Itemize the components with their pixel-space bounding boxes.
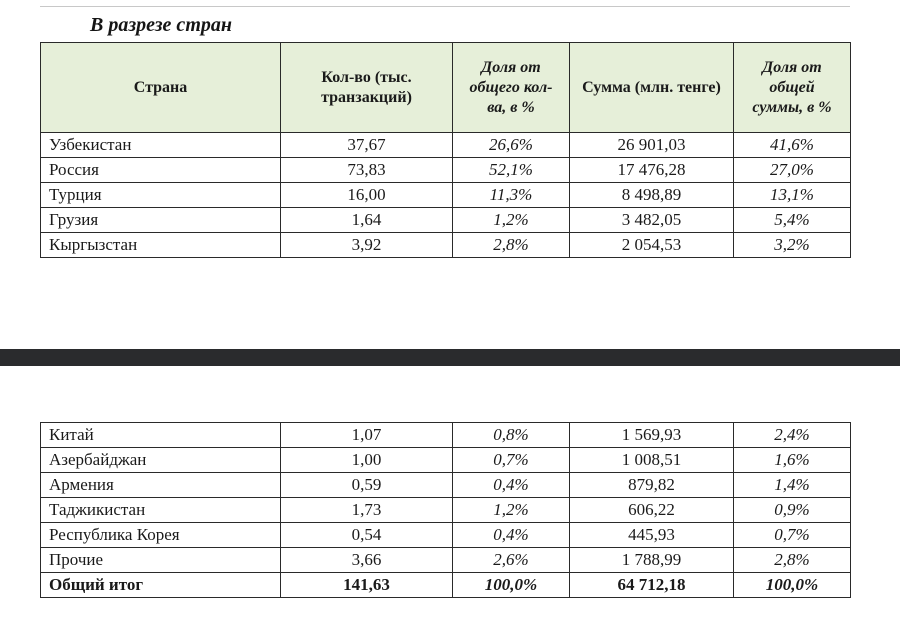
- cell-count-share: 26,6%: [453, 133, 570, 158]
- cell-count: 73,83: [281, 158, 453, 183]
- cell-amount: 8 498,89: [570, 183, 734, 208]
- cell-count: 0,59: [281, 473, 453, 498]
- cell-amount-share: 41,6%: [734, 133, 851, 158]
- table-row: [41, 423, 851, 448]
- table-row: [41, 498, 851, 523]
- header-amount: Сумма (млн. тенге): [570, 43, 734, 133]
- cell-amount: 3 482,05: [570, 208, 734, 233]
- country-table-bottom: [40, 422, 851, 598]
- cell-count: 1,73: [281, 498, 453, 523]
- cell-amount: 2 054,53: [570, 233, 734, 258]
- cell-count-share: 0,4%: [453, 523, 570, 548]
- cell-count: 1,64: [281, 208, 453, 233]
- cell-amount-share: 0,7%: [734, 523, 851, 548]
- cell-count: 3,92: [281, 233, 453, 258]
- cell-amount: 879,82: [570, 473, 734, 498]
- page-break-divider: [0, 349, 900, 366]
- header-count-share: Доля от общего кол-ва, в %: [453, 43, 570, 133]
- cell-country: Таджикистан: [41, 498, 281, 523]
- total-amount: 64 712,18: [570, 573, 734, 598]
- cell-amount: 1 008,51: [570, 448, 734, 473]
- cell-count-share: 2,6%: [453, 548, 570, 573]
- cell-count-share: 1,2%: [453, 208, 570, 233]
- table-row: [41, 548, 851, 573]
- cell-amount-share: 27,0%: [734, 158, 851, 183]
- header-amount-share: Доля от общей суммы, в %: [734, 43, 851, 133]
- cell-amount-share: 13,1%: [734, 183, 851, 208]
- table-header-row: [41, 43, 851, 133]
- cell-country: Прочие: [41, 548, 281, 573]
- cell-amount-share: 0,9%: [734, 498, 851, 523]
- table-row: [41, 133, 851, 158]
- cell-country: Россия: [41, 158, 281, 183]
- cell-country: Китай: [41, 423, 281, 448]
- cell-count-share: 2,8%: [453, 233, 570, 258]
- cell-amount: 1 788,99: [570, 548, 734, 573]
- table-row: [41, 158, 851, 183]
- table-row: [41, 448, 851, 473]
- cell-amount-share: 2,8%: [734, 548, 851, 573]
- cell-amount: 606,22: [570, 498, 734, 523]
- cell-count-share: 52,1%: [453, 158, 570, 183]
- section-title: В разрезе стран: [90, 14, 232, 36]
- total-count: 141,63: [281, 573, 453, 598]
- total-row: [41, 573, 851, 598]
- total-amount-share: 100,0%: [734, 573, 851, 598]
- cell-country: Азербайджан: [41, 448, 281, 473]
- cell-country: Кыргызстан: [41, 233, 281, 258]
- cell-amount: 17 476,28: [570, 158, 734, 183]
- total-label: Общий итог: [41, 573, 281, 598]
- cell-amount-share: 2,4%: [734, 423, 851, 448]
- header-count: Кол-во (тыс. транзакций): [281, 43, 453, 133]
- cell-count-share: 11,3%: [453, 183, 570, 208]
- table-row: [41, 208, 851, 233]
- table-row: [41, 183, 851, 208]
- cell-count-share: 0,4%: [453, 473, 570, 498]
- table-row: [41, 233, 851, 258]
- cell-amount: 26 901,03: [570, 133, 734, 158]
- cell-amount-share: 1,6%: [734, 448, 851, 473]
- cell-count: 37,67: [281, 133, 453, 158]
- cell-country: Турция: [41, 183, 281, 208]
- cell-amount-share: 1,4%: [734, 473, 851, 498]
- cell-count-share: 0,8%: [453, 423, 570, 448]
- table-row: [41, 473, 851, 498]
- cell-amount: 445,93: [570, 523, 734, 548]
- header-country: Страна: [41, 43, 281, 133]
- cell-count: 1,07: [281, 423, 453, 448]
- cell-country: Армения: [41, 473, 281, 498]
- cell-country: Грузия: [41, 208, 281, 233]
- cell-count: 3,66: [281, 548, 453, 573]
- total-count-share: 100,0%: [453, 573, 570, 598]
- cell-country: Республика Корея: [41, 523, 281, 548]
- cell-amount: 1 569,93: [570, 423, 734, 448]
- cell-count: 16,00: [281, 183, 453, 208]
- cell-count-share: 0,7%: [453, 448, 570, 473]
- cell-amount-share: 3,2%: [734, 233, 851, 258]
- cell-count: 1,00: [281, 448, 453, 473]
- page-top-edge: [40, 0, 850, 7]
- cell-count-share: 1,2%: [453, 498, 570, 523]
- cell-count: 0,54: [281, 523, 453, 548]
- cell-country: Узбекистан: [41, 133, 281, 158]
- table-row: [41, 523, 851, 548]
- country-table-top: [40, 42, 851, 258]
- cell-amount-share: 5,4%: [734, 208, 851, 233]
